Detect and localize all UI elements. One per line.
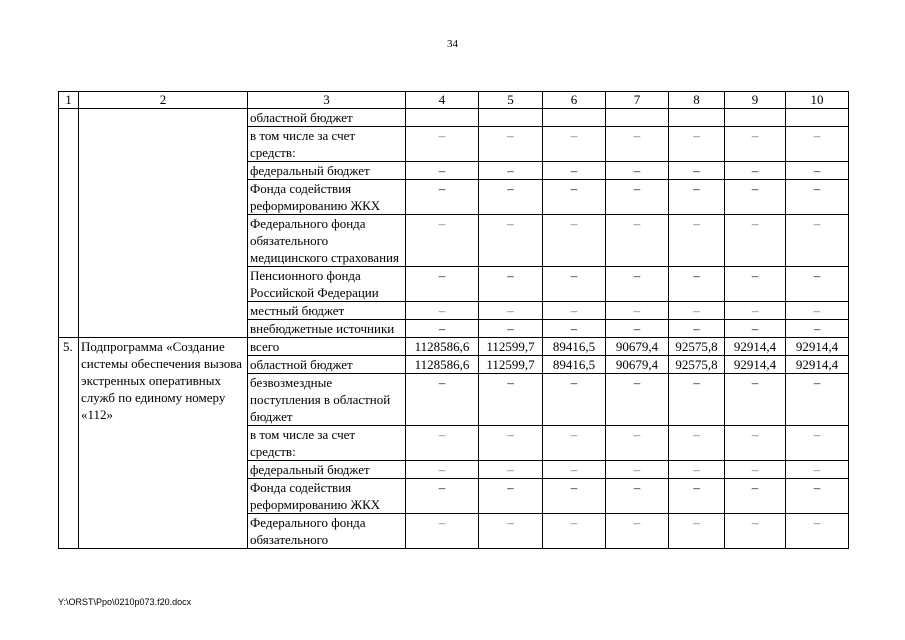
dash-cell: – xyxy=(786,514,849,549)
dash-cell: – xyxy=(786,426,849,461)
dash-cell: – xyxy=(606,374,669,426)
dash-cell: – xyxy=(479,215,543,267)
dash-cell: – xyxy=(786,374,849,426)
funding-source-label: безвозмездные поступления в областной бюджет xyxy=(248,374,406,426)
budget-table xyxy=(58,91,849,549)
dash-cell: – xyxy=(725,426,786,461)
dash-cell: – xyxy=(725,267,786,302)
empty-cell xyxy=(479,109,543,127)
dash-cell: – xyxy=(406,267,479,302)
page-number: 34 xyxy=(447,38,458,50)
header-cell: 4 xyxy=(406,92,479,109)
dash-cell: – xyxy=(606,479,669,514)
dash-cell: – xyxy=(479,267,543,302)
empty-cell xyxy=(725,109,786,127)
dash-cell: – xyxy=(606,162,669,180)
amount-cell: 112599,7 xyxy=(479,356,543,374)
header-cell: 8 xyxy=(669,92,725,109)
dash-cell: – xyxy=(606,302,669,320)
dash-cell: – xyxy=(406,461,479,479)
dash-cell: – xyxy=(406,215,479,267)
dash-cell: – xyxy=(606,127,669,162)
dash-cell: – xyxy=(786,320,849,338)
dash-cell: – xyxy=(725,514,786,549)
dash-cell: – xyxy=(543,215,606,267)
dash-cell: – xyxy=(669,302,725,320)
amount-cell: 92914,4 xyxy=(786,356,849,374)
funding-source-label: Фонда содействия реформированию ЖКХ xyxy=(248,180,406,215)
amount-cell: 92914,4 xyxy=(786,338,849,356)
funding-source-label: федеральный бюджет xyxy=(248,461,406,479)
dash-cell: – xyxy=(406,514,479,549)
empty-cell xyxy=(669,109,725,127)
funding-source-label: Фонда содействия реформированию ЖКХ xyxy=(248,479,406,514)
dash-cell: – xyxy=(725,302,786,320)
dash-cell: – xyxy=(406,127,479,162)
empty-cell xyxy=(786,109,849,127)
dash-cell: – xyxy=(479,127,543,162)
dash-cell: – xyxy=(786,267,849,302)
funding-source-label: в том числе за счет средств: xyxy=(248,426,406,461)
header-cell: 7 xyxy=(606,92,669,109)
dash-cell: – xyxy=(669,461,725,479)
dash-cell: – xyxy=(725,162,786,180)
funding-source-label: в том числе за счет средств: xyxy=(248,127,406,162)
dash-cell: – xyxy=(669,162,725,180)
amount-cell: 92575,8 xyxy=(669,356,725,374)
dash-cell: – xyxy=(725,461,786,479)
dash-cell: – xyxy=(479,180,543,215)
dash-cell: – xyxy=(543,374,606,426)
funding-source-label: внебюджетные источники xyxy=(248,320,406,338)
amount-cell: 89416,5 xyxy=(543,356,606,374)
table-row xyxy=(59,109,849,127)
amount-cell: 92914,4 xyxy=(725,356,786,374)
dash-cell: – xyxy=(406,320,479,338)
dash-cell: – xyxy=(406,374,479,426)
dash-cell: – xyxy=(543,302,606,320)
row-number-cell xyxy=(59,109,79,338)
table-header-row xyxy=(59,92,849,109)
amount-cell: 112599,7 xyxy=(479,338,543,356)
header-cell: 2 xyxy=(79,92,248,109)
program-name-cell xyxy=(79,109,248,338)
dash-cell: – xyxy=(479,302,543,320)
dash-cell: – xyxy=(479,320,543,338)
dash-cell: – xyxy=(543,426,606,461)
dash-cell: – xyxy=(406,162,479,180)
funding-source-label: Федерального фонда обязательного xyxy=(248,514,406,549)
dash-cell: – xyxy=(406,180,479,215)
program-name-cell: Подпрограмма «Создание системы обеспечения вызова экстренных оперативных служб по единому номеру «112» xyxy=(79,338,248,549)
dash-cell: – xyxy=(406,302,479,320)
dash-cell: – xyxy=(669,374,725,426)
funding-source-label: областной бюджет xyxy=(248,356,406,374)
funding-source-label: всего xyxy=(248,338,406,356)
amount-cell: 1128586,6 xyxy=(406,356,479,374)
dash-cell: – xyxy=(725,127,786,162)
dash-cell: – xyxy=(786,215,849,267)
dash-cell: – xyxy=(543,479,606,514)
dash-cell: – xyxy=(725,374,786,426)
dash-cell: – xyxy=(669,320,725,338)
dash-cell: – xyxy=(669,267,725,302)
header-cell: 1 xyxy=(59,92,79,109)
dash-cell: – xyxy=(725,320,786,338)
dash-cell: – xyxy=(479,162,543,180)
dash-cell: – xyxy=(543,461,606,479)
empty-cell xyxy=(606,109,669,127)
dash-cell: – xyxy=(669,215,725,267)
dash-cell: – xyxy=(786,127,849,162)
amount-cell: 1128586,6 xyxy=(406,338,479,356)
dash-cell: – xyxy=(669,426,725,461)
dash-cell: – xyxy=(543,162,606,180)
funding-source-label: местный бюджет xyxy=(248,302,406,320)
funding-source-label: Федерального фонда обязательного медицинского страхования xyxy=(248,215,406,267)
dash-cell: – xyxy=(786,180,849,215)
dash-cell: – xyxy=(406,479,479,514)
dash-cell: – xyxy=(543,320,606,338)
table-row xyxy=(59,338,849,356)
amount-cell: 92914,4 xyxy=(725,338,786,356)
dash-cell: – xyxy=(479,426,543,461)
dash-cell: – xyxy=(479,374,543,426)
dash-cell: – xyxy=(725,215,786,267)
funding-source-label: федеральный бюджет xyxy=(248,162,406,180)
empty-cell xyxy=(543,109,606,127)
dash-cell: – xyxy=(479,479,543,514)
dash-cell: – xyxy=(725,479,786,514)
dash-cell: – xyxy=(669,180,725,215)
amount-cell: 89416,5 xyxy=(543,338,606,356)
amount-cell: 90679,4 xyxy=(606,338,669,356)
dash-cell: – xyxy=(479,514,543,549)
dash-cell: – xyxy=(543,267,606,302)
dash-cell: – xyxy=(606,180,669,215)
dash-cell: – xyxy=(786,479,849,514)
dash-cell: – xyxy=(669,514,725,549)
row-number-cell: 5. xyxy=(59,338,79,549)
dash-cell: – xyxy=(669,479,725,514)
dash-cell: – xyxy=(786,461,849,479)
dash-cell: – xyxy=(606,320,669,338)
header-cell: 5 xyxy=(479,92,543,109)
dash-cell: – xyxy=(543,514,606,549)
amount-cell: 90679,4 xyxy=(606,356,669,374)
dash-cell: – xyxy=(725,180,786,215)
funding-source-label: областной бюджет xyxy=(248,109,406,127)
empty-cell xyxy=(406,109,479,127)
header-cell: 6 xyxy=(543,92,606,109)
dash-cell: – xyxy=(606,461,669,479)
dash-cell: – xyxy=(786,162,849,180)
dash-cell: – xyxy=(543,180,606,215)
header-cell: 10 xyxy=(786,92,849,109)
dash-cell: – xyxy=(669,127,725,162)
dash-cell: – xyxy=(606,267,669,302)
funding-source-label: Пенсионного фонда Российской Федерации xyxy=(248,267,406,302)
dash-cell: – xyxy=(606,215,669,267)
amount-cell: 92575,8 xyxy=(669,338,725,356)
header-cell: 9 xyxy=(725,92,786,109)
header-cell: 3 xyxy=(248,92,406,109)
dash-cell: – xyxy=(606,426,669,461)
dash-cell: – xyxy=(479,461,543,479)
dash-cell: – xyxy=(606,514,669,549)
document-file-path: Y:\ORST\Ppo\0210p073.f20.docx xyxy=(58,597,192,607)
dash-cell: – xyxy=(543,127,606,162)
dash-cell: – xyxy=(786,302,849,320)
dash-cell: – xyxy=(406,426,479,461)
